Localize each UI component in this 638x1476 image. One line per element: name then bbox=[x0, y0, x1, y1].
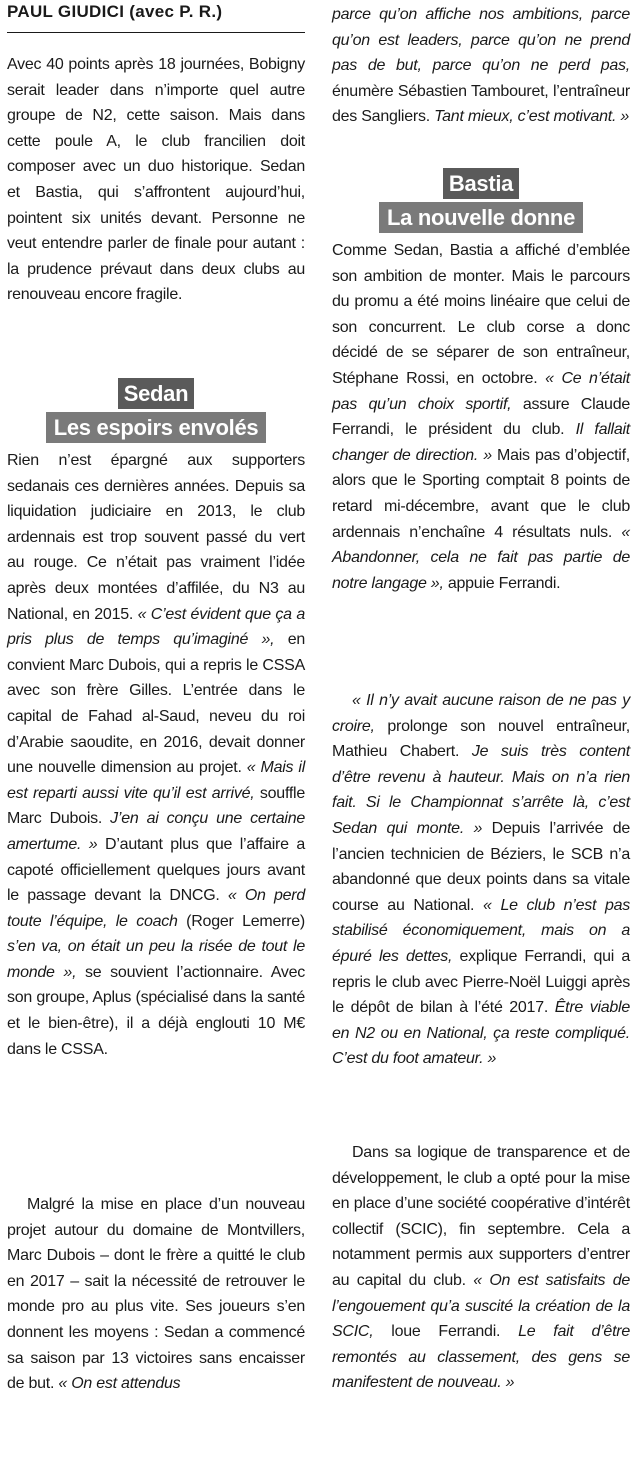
bastia-paragraph-2: « Il n’y avait aucune raison de ne pas y croire, prolonge son nouvel entraîneur, Mathieu Chabert. Je suis très content d’être revenu à hauteur. Mais on n’a rien fait. Si le Championnat s’arrête là, c’est Sedan qui monte. » Depuis l’arrivée de l’ancien technicien de Béziers, le SCB n’a abandonné que deux points dans sa vitale course au National. « Le club n’est pas stabilisé économiquement, mais on a épuré les dettes, explique Ferrandi, qui a repris le club avec Pierre-Noël Luiggi après le dépôt de bilan à l’été 2017. Être viable en N2 ou en National, ça reste compliqué. C’est du foot amateur. » bbox=[332, 692, 631, 1068]
bastia-paragraph-3: Dans sa logique de transparence et de développement, le club a opté pour la mise en place d’une société coopérative d’intérêt collectif (SCIC), fin septembre. Cela a notamment permis aux supporters d’entrer au capital du club. « On est satisfaits de l’engouement qu’a suscité la création de la SCIC, loue Ferrandi. Le fait d’être remontés au classement, des gens se manifestent de nouveau. » bbox=[332, 1144, 631, 1392]
intro-paragraph: Avec 40 points après 18 journées, Bobigny serait leader dans n’importe quel autre groupe de N2, cette saison. Mais dans cette poule A, le club francilien doit composer avec un duo historique. Sedan et Bastia, qui s’affrontent aujourd’hui, pointent six unités devant. Personne ne veut entendre parler de finale pour autant : la prudence prévaut dans deux clubs au renouveau encore fragile. bbox=[7, 56, 305, 304]
sedan-paragraph-2: Malgré la mise en place d’un nouveau projet autour du domaine de Montvillers, Marc Dubois – dont le frère a quitté le club en 2017 – sait la nécessité de retrouver le monde pro au plus vite. Ses joueurs s’en donnent les moyens : Sedan a commencé sa saison par 13 victoires sans encaisser de but. « On est attendus bbox=[7, 1196, 305, 1393]
bastia-title: La nouvelle donne bbox=[379, 202, 583, 233]
bastia-subhead bbox=[332, 168, 630, 233]
sedan-paragraph-1: Rien n’est épargné aux supporters sedanais ces dernières années. Depuis sa liquidation judiciaire en 2013, le club ardennais est trop souvent passé du vert au rouge. Ce n’était pas vraiment l’idée après deux montées d’affilée, du N3 au National, en 2015. « C’est évident que ça a pris plus de temps qu’imaginé », en convient Marc Dubois, qui a repris le CSSA avec son frère Gilles. L’entrée dans le capital de Fahad al-Saud, neveu du roi d’Arabie saoudite, en 2016, devait donner une nouvelle dimension au projet. « Mais il est reparti aussi vite qu’il est arrivé, souffle Marc Dubois. J’en ai conçu une certaine amertume. » D’autant plus que l’affaire a capoté officiellement quelques jours avant le passage devant la DNCG. « On perd toute l’équipe, le coach (Roger Lemerre) s’en va, on était un peu la risée de tout le monde », se souvient l’actionnaire. Avec son groupe, Aplus (spécialisé dans la santé et le bien-être), il a déjà englouti 10 M€ dans le CSSA. bbox=[7, 452, 306, 1058]
sedan-subhead bbox=[7, 378, 305, 443]
bastia-kicker: Bastia bbox=[443, 168, 519, 199]
bastia-paragraph-1: Comme Sedan, Bastia a affiché d’emblée son ambition de monter. Mais le parcours du promu a été moins linéaire que celui de son concurrent. Le club corse a donc décidé de se séparer de son entraîneur, Stéphane Rossi, en octobre. « Ce n’était pas qu’un choix sportif, assure Claude Ferrandi, le président du club. Il fallait changer de direction. » Mais pas d’objectif, alors que le Sporting comptait 8 points de retard mi-décembre, avant que le club ardennais n’enchaîne 4 résultats nuls. « Abandonner, cela ne fait pas partie de notre langage », appuie Ferrandi. bbox=[332, 242, 631, 592]
sedan-kicker: Sedan bbox=[118, 378, 195, 409]
sedan-title: Les espoirs envolés bbox=[46, 412, 267, 443]
byline: PAUL GIUDICI (avec P. R.) bbox=[7, 0, 305, 33]
sedan-continuation: parce qu’on affiche nos ambitions, parce qu’on est leaders, parce qu’on ne prend pas de but, parce qu’on ne perd pas, énumère Sébastien Tambouret, l’entraîneur des Sangliers. Tant mieux, c’est motivant. » bbox=[332, 6, 630, 126]
